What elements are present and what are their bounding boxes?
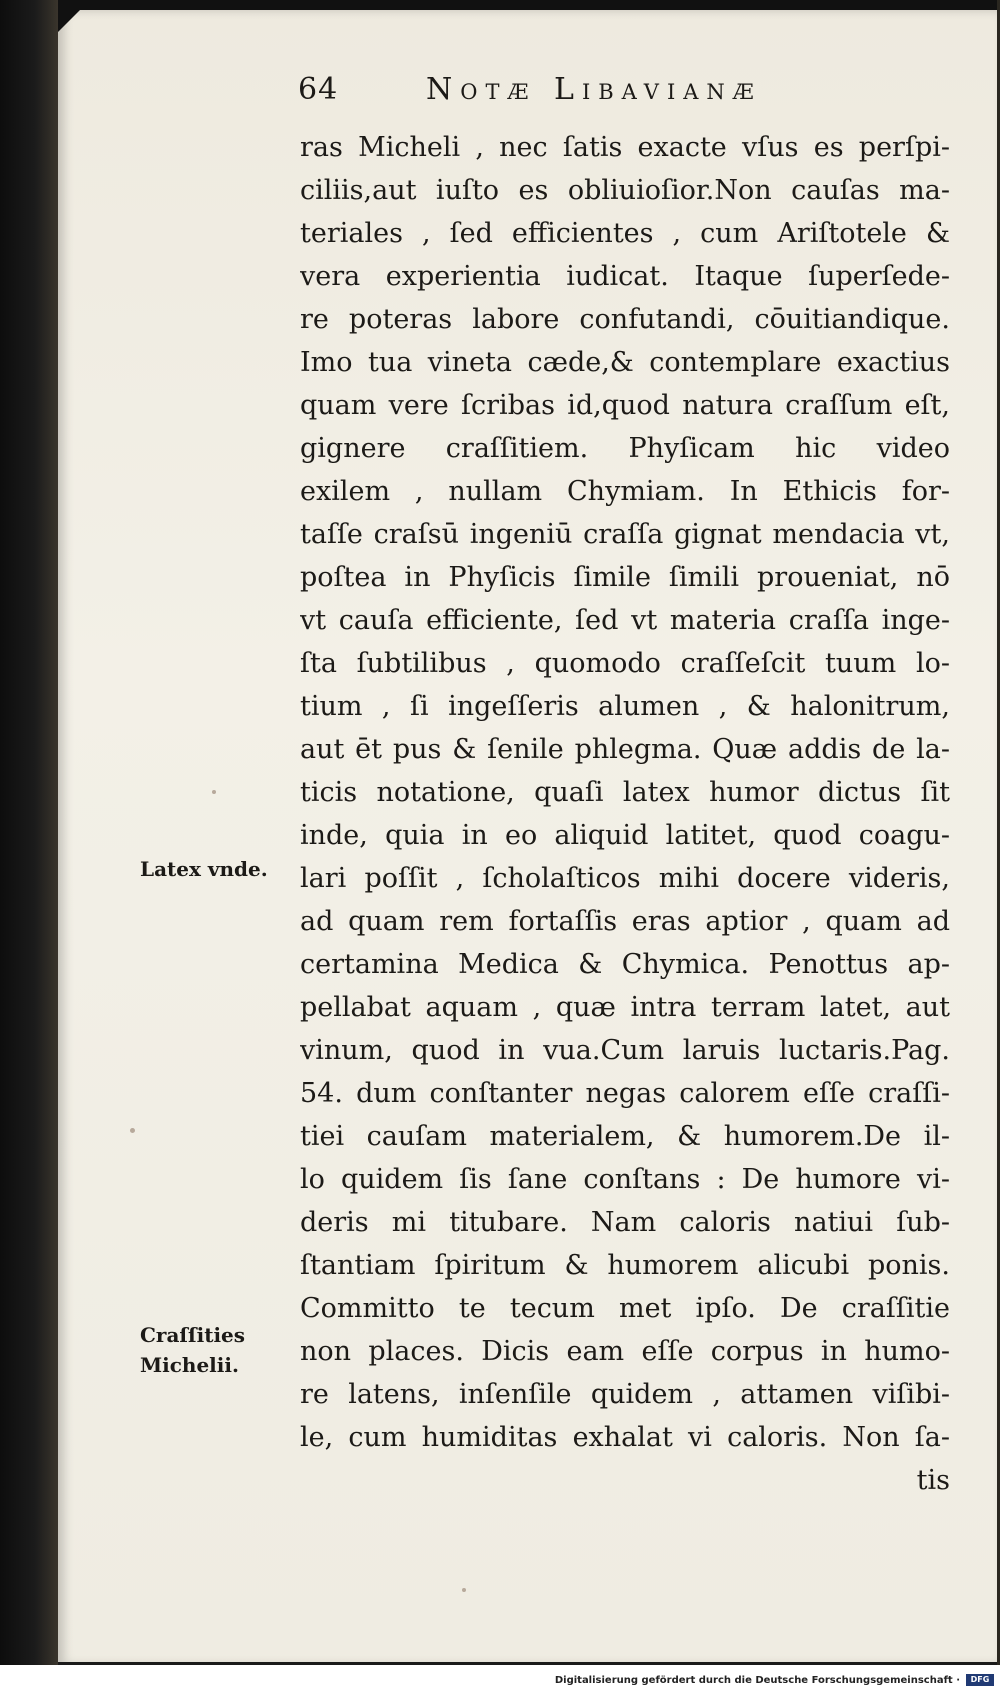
text-line: teriales , ſed efficientes , cum Ariſtotele & (300, 218, 950, 249)
text-line: gignere craſſitiem. Phyſicam hic video (300, 433, 950, 464)
text-line: ſta ſubtilibus , quomodo craſſeſcit tuum lo- (300, 648, 950, 679)
paper-speck (130, 1128, 135, 1133)
text-line: quam vere ſcribas id,quod natura craſſum eſt, (300, 390, 950, 421)
dfg-logo: DFG (966, 1674, 994, 1686)
text-line: inde, quia in eo aliquid latitet, quod coagu- (300, 820, 950, 851)
page-corner-fold (58, 10, 80, 32)
text-line: 54. dum conſtanter negas calorem eſſe craſſi- (300, 1078, 950, 1109)
text-line: vera experientia iudicat. Itaque ſuperſede- (300, 261, 950, 292)
text-line: ras Micheli , nec ſatis exacte vſus es perſpi- (300, 132, 950, 163)
text-line: certamina Medica & Chymica. Penottus ap- (300, 949, 950, 980)
catchword: tis (916, 1465, 950, 1496)
text-line: le, cum humiditas exhalat vi caloris. Non ſa- (300, 1422, 950, 1453)
text-line: taſſe craſsū ingeniū craſſa gignat mendacia vt, (300, 519, 950, 550)
text-line: tium , ſi ingeſſeris alumen , & halonitrum, (300, 691, 950, 722)
text-line: vt cauſa efficiente, ſed vt materia craſſa inge- (300, 605, 950, 636)
text-line: ciliis,aut iuſto es obliuioſior.Non cauſas ma- (300, 175, 950, 206)
text-line: lo quidem ſis ſane conſtans : De humore vi- (300, 1164, 950, 1195)
margin-note-latex: Latex vnde. (140, 857, 268, 881)
text-line: ticis notatione, quaſi latex humor dictus ſit (300, 777, 950, 808)
scan-left-edge (0, 0, 58, 1695)
digitization-credit: Digitalisierung gefördert durch die Deutsche Forschungsgemeinschaft · (554, 1675, 960, 1686)
body-text (300, 126, 950, 1502)
text-line: ſtantiam ſpiritum & humorem alicubi ponis. (300, 1250, 950, 1281)
text-line: pellabat aquam , quæ intra terram latet, aut (300, 992, 950, 1023)
text-line: deris mi titubare. Nam caloris natiui ſub- (300, 1207, 950, 1238)
margin-note-crassities (140, 1320, 290, 1380)
margin-note-line: Michelii. (140, 1353, 239, 1377)
text-line: tiei cauſam materialem, & humorem.De il- (300, 1121, 950, 1152)
page-number: 64 (298, 72, 339, 107)
text-line: Imo tua vineta cæde,& contemplare exactius (300, 347, 950, 378)
text-line: Committo te tecum met ipſo. De craſſitie (300, 1293, 950, 1324)
paper-speck (462, 1588, 466, 1592)
paper-speck (212, 790, 216, 794)
text-line: lari poſſit , ſcholaſticos mihi docere videris, (300, 863, 950, 894)
text-line: exilem , nullam Chymiam. In Ethicis for- (300, 476, 950, 507)
margin-note-line: Craſſities (140, 1323, 246, 1347)
text-line: re poteras labore confutandi, cōuitiandique. (300, 304, 950, 335)
text-line: ad quam rem fortaſſis eras aptior , quam ad (300, 906, 950, 937)
running-title: Notæ Libavianæ (426, 72, 762, 107)
page-header (298, 64, 938, 114)
text-line: poſtea in Phyſicis ſimile ſimili proueniat, nō (300, 562, 950, 593)
text-line: re latens, inſenſile quidem , attamen viſibi- (300, 1379, 950, 1410)
text-line: non places. Dicis eam eſſe corpus in humo- (300, 1336, 950, 1367)
text-line: vinum, quod in vua.Cum laruis luctaris.Pag. (300, 1035, 950, 1066)
text-line: aut ēt pus & ſenile phlegma. Quæ addis de la- (300, 734, 950, 765)
